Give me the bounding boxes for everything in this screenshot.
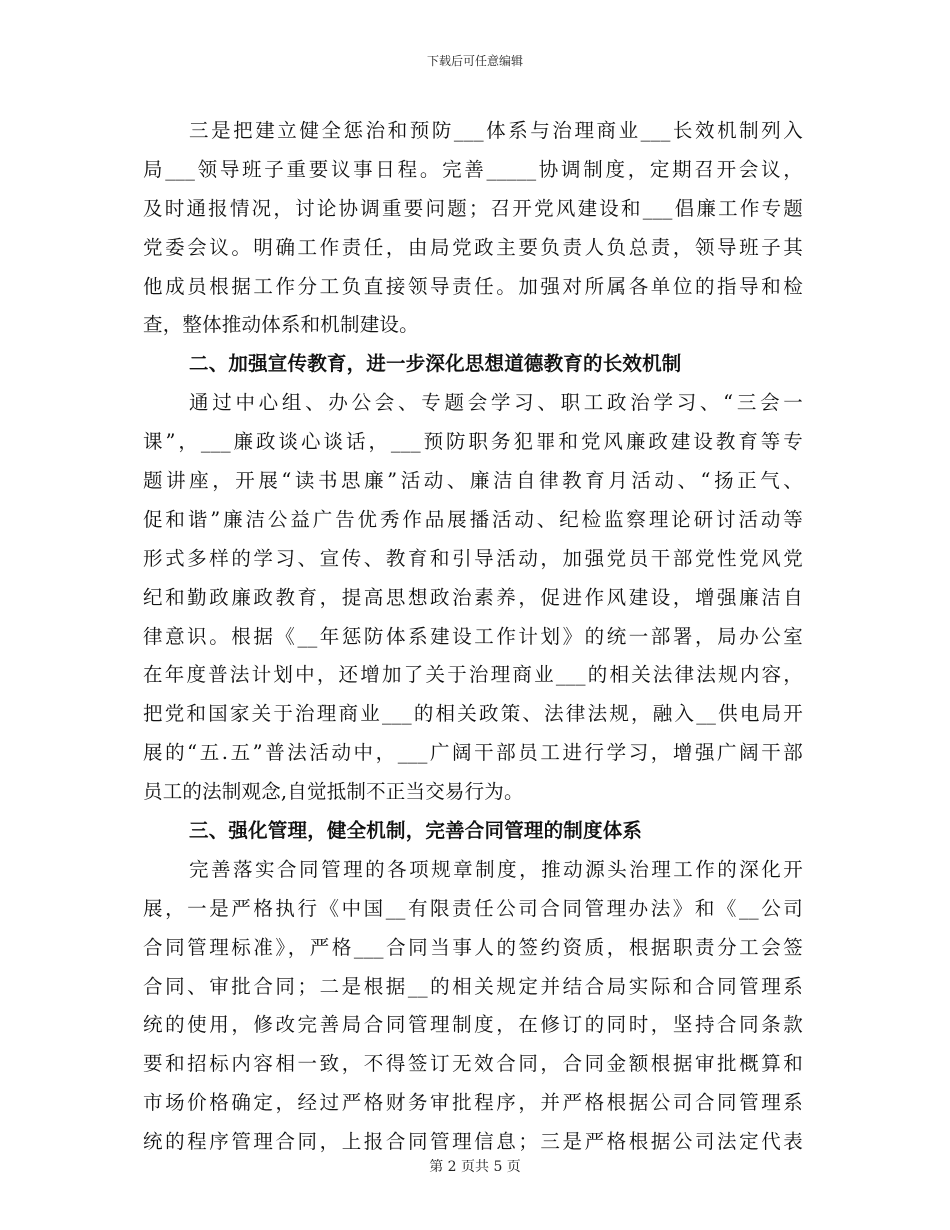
paragraph-line: 三是把建立健全惩治和预防___体系与治理商业___长效机制列入 <box>189 119 803 142</box>
paragraph-line: 在年度普法计划中，还增加了关于治理商业___的相关法律法规内容， <box>143 663 803 687</box>
paragraph-line: 展，一是严格执行《中国__有限责任公司合同管理办法》和《__公司 <box>143 896 803 920</box>
paragraph-line: 及时通报情况，讨论协调重要问题；召开党风建设和___倡廉工作专题 <box>143 196 803 220</box>
paragraph-line: 通过中心组、办公会、专题会学习、职工政治学习、“三会一 <box>189 391 803 415</box>
paragraph-line: 员工的法制观念,自觉抵制不正当交易行为。 <box>143 780 524 804</box>
paragraph-line: 展的“五.五”普法活动中，___广阔干部员工进行学习，增强广阔干部 <box>143 741 803 765</box>
paragraph-line: 课”，___廉政谈心谈话，___预防职务犯罪和党风廉政建设教育等专 <box>143 430 803 454</box>
paragraph-line: 统的程序管理合同，上报合同管理信息；三是严格根据公司法定代表 <box>143 1130 803 1154</box>
paragraph-line: 合同、审批合同；二是根据__的相关规定并结合局实际和合同管理系 <box>143 974 803 998</box>
document-body <box>143 112 803 1162</box>
paragraph-line: 纪和勤政廉政教育，提高思想政治素养，促进作风建设，增强廉洁自 <box>143 585 803 609</box>
paragraph-line: 把党和国家关于治理商业___的相关政策、法律法规，融入__供电局开 <box>143 702 803 726</box>
paragraph-line: 题讲座，开展“读书思廉”活动、廉洁自律教育月活动、“扬正气、 <box>143 469 803 493</box>
paragraph-line: 形式多样的学习、宣传、教育和引导活动，加强党员干部党性党风党 <box>143 546 803 570</box>
page-footer: 第 2 页共 5 页 <box>429 1159 521 1175</box>
paragraph-line: 律意识。根据《__年惩防体系建设工作计划》的统一部署，局办公室 <box>143 624 803 648</box>
paragraph-line: 他成员根据工作分工负直接领导责任。加强对所属各单位的指导和检 <box>143 274 803 298</box>
paragraph-line: 查，整体推动体系和机制建设。 <box>143 313 419 337</box>
paragraph-line: 党委会议。明确工作责任，由局党政主要负责人负总责，领导班子其 <box>143 235 803 259</box>
paragraph-line: 合同管理标准》，严格___合同当事人的签约资质，根据职责分工会签 <box>143 935 803 959</box>
section-heading: 三、强化管理，健全机制，完善合同管理的制度体系 <box>189 819 643 843</box>
paragraph-line: 要和招标内容相一致，不得签订无效合同，合同金额根据审批概算和 <box>143 1052 803 1076</box>
paragraph-line: 局___领导班子重要议事日程。完善_____协调制度，定期召开会议， <box>143 157 803 181</box>
section-heading: 二、加强宣传教育，进一步深化思想道德教育的长效机制 <box>189 352 682 376</box>
paragraph-line: 统的使用，修改完善局合同管理制度，在修订的同时，坚持合同条款 <box>143 1013 803 1037</box>
page-header: 下载后可任意编辑 <box>426 54 523 68</box>
paragraph-line: 促和谐”廉洁公益广告优秀作品展播活动、纪检监察理论研讨活动等 <box>143 507 803 531</box>
paragraph-line: 市场价格确定，经过严格财务审批程序，并严格根据公司合同管理系 <box>143 1091 803 1115</box>
paragraph-line: 完善落实合同管理的各项规章制度，推动源头治理工作的深化开 <box>189 857 803 881</box>
